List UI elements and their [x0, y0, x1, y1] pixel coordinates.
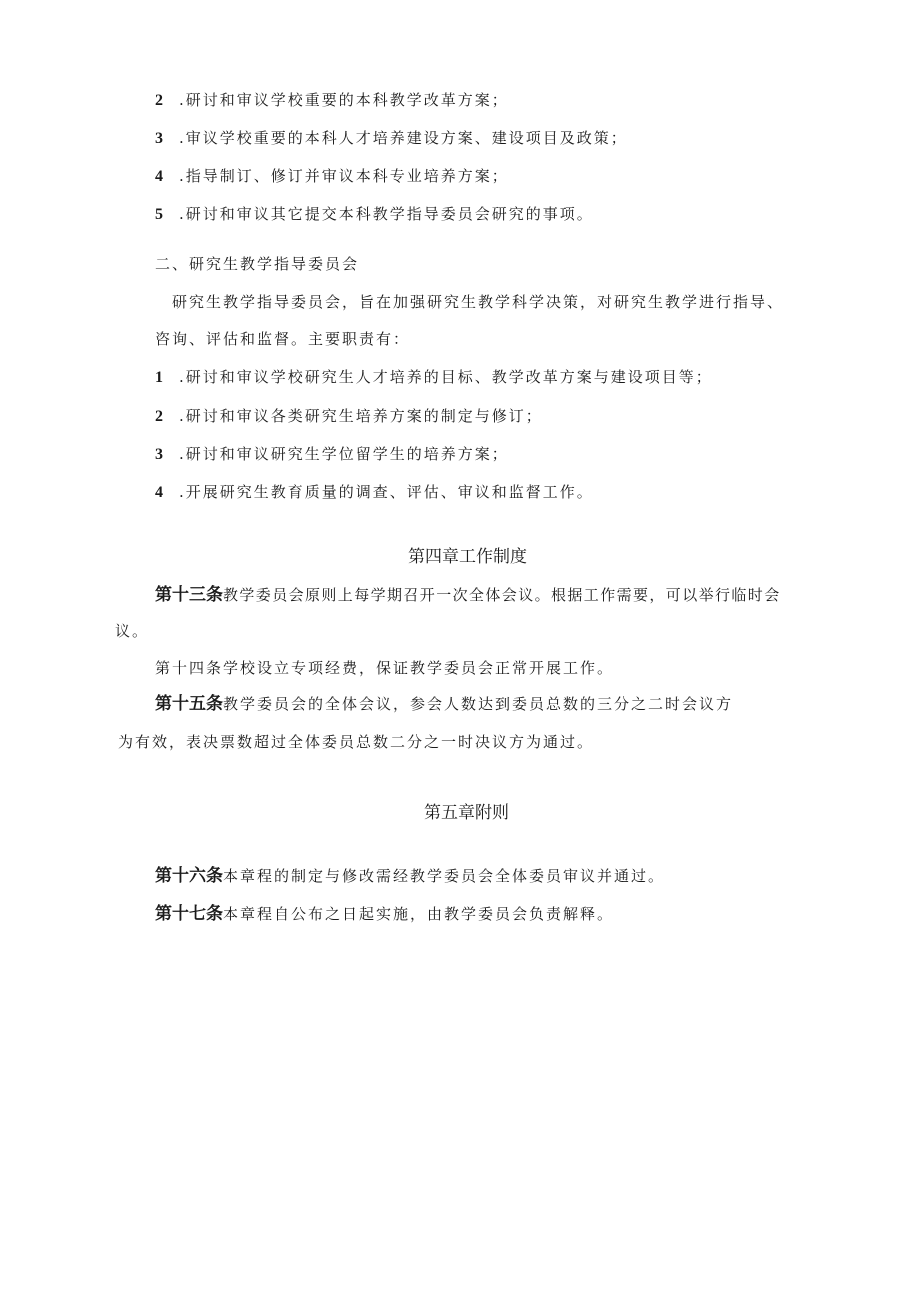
article-paragraph: 第十四条学校设立专项经费，保证教学委员会正常开展工作。	[155, 659, 615, 677]
article-paragraph	[155, 866, 665, 886]
item-number: 5	[155, 206, 163, 223]
article-text: 本章程自公布之日起实施，由教学委员会负责解释。	[223, 905, 615, 923]
chapter-title: 第四章工作制度	[408, 547, 527, 567]
article-text: 教学委员会原则上每学期召开一次全体会议。根据工作需要，可以举行临时会	[223, 586, 781, 604]
section-title: 二、研究生教学指导委员会	[155, 255, 360, 273]
item-number: 1	[155, 369, 163, 386]
item-number: 4	[155, 484, 163, 501]
item-number: 2	[155, 92, 163, 109]
item-number: 4	[155, 168, 163, 185]
list-item	[155, 166, 509, 187]
list-item	[155, 406, 543, 427]
list-item	[155, 128, 628, 149]
article-label: 第十六条	[155, 866, 223, 886]
list-item	[155, 444, 509, 465]
item-text: .研讨和审议各类研究生培养方案的制定与修订；	[179, 407, 543, 425]
article-text: 教学委员会的全体会议，参会人数达到委员总数的三分之二时会议方	[223, 695, 734, 713]
article-label: 第十七条	[155, 904, 223, 924]
article-paragraph	[155, 694, 733, 714]
article-paragraph	[155, 904, 614, 924]
list-item	[155, 482, 594, 503]
article-continuation: 议。	[115, 622, 150, 640]
chapter-title: 第五章附则	[424, 803, 509, 823]
list-item	[155, 90, 509, 111]
item-number: 3	[155, 446, 163, 463]
article-paragraph	[155, 585, 781, 605]
list-item	[155, 204, 594, 225]
item-text: .审议学校重要的本科人才培养建设方案、建设项目及政策；	[179, 129, 628, 147]
item-text: .开展研究生教育质量的调查、评估、审议和监督工作。	[179, 483, 594, 501]
article-label: 第十五条	[155, 694, 223, 714]
item-text: .研讨和审议其它提交本科教学指导委员会研究的事项。	[179, 205, 594, 223]
item-text: .研讨和审议学校研究生人才培养的目标、教学改革方案与建设项目等；	[179, 368, 713, 386]
intro-paragraph-line: 研究生教学指导委员会，旨在加强研究生教学科学决策，对研究生教学进行指导、	[172, 293, 785, 311]
item-text: .研讨和审议学校重要的本科教学改革方案；	[179, 91, 509, 109]
article-continuation: 为有效，表决票数超过全体委员总数二分之一时决议方为通过。	[118, 733, 595, 751]
article-text: 本章程的制定与修改需经教学委员会全体委员审议并通过。	[223, 867, 666, 885]
item-number: 3	[155, 130, 163, 147]
intro-paragraph-line: 咨询、评估和监督。主要职责有：	[155, 330, 411, 348]
item-text: .指导制订、修订并审议本科专业培养方案；	[179, 167, 509, 185]
article-label: 第十三条	[155, 585, 223, 605]
item-number: 2	[155, 408, 163, 425]
list-item	[155, 367, 713, 388]
item-text: .研讨和审议研究生学位留学生的培养方案；	[179, 445, 509, 463]
